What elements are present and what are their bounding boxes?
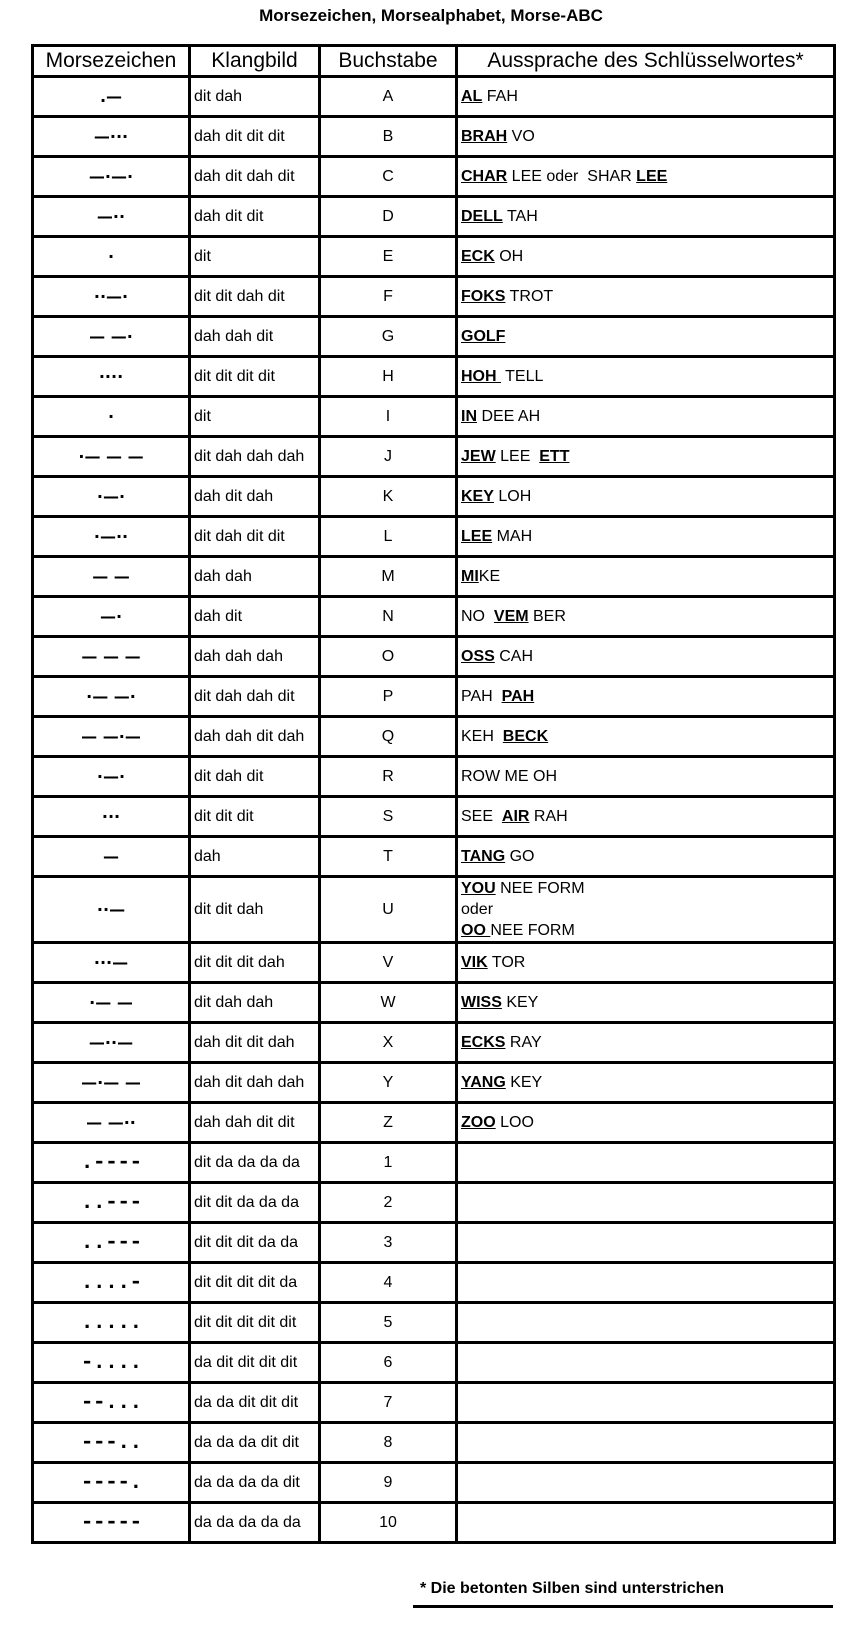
table-row [33, 1303, 835, 1343]
table-row [33, 1263, 835, 1303]
letter-cell: Z [320, 1103, 457, 1143]
stressed-syllable: YANG [461, 1074, 506, 1091]
pronunciation-cell [457, 317, 835, 357]
syllable-text: TROT [505, 288, 554, 305]
footnote: * Die betonten Silben sind unterstrichen [420, 1580, 725, 1597]
stressed-syllable: CHAR [461, 168, 508, 185]
sound-cell: dah dit dah dit [190, 157, 320, 197]
stressed-syllable: ECKS [461, 1034, 506, 1051]
letter-cell: B [320, 117, 457, 157]
stressed-syllable: DELL [461, 208, 503, 225]
syllable-text: CAH [494, 648, 534, 665]
table-row [33, 517, 835, 557]
stressed-syllable: OSS [461, 648, 495, 665]
table-row [33, 1143, 835, 1183]
morse-code-cell: ....- [33, 1263, 190, 1303]
table-header-row [33, 46, 835, 77]
pronunciation-cell [457, 877, 835, 943]
morse-code-cell: —·· [33, 197, 190, 237]
stressed-syllable: ECK [461, 248, 495, 265]
pronunciation-cell [457, 1383, 835, 1423]
table-row [33, 1503, 835, 1543]
sound-cell: dit dah [190, 77, 320, 117]
pronunciation-line [461, 1072, 833, 1093]
sound-cell: dit dah dah dah [190, 437, 320, 477]
pronunciation-cell [457, 943, 835, 983]
stressed-syllable: BECK [502, 728, 549, 745]
pronunciation-line [461, 992, 833, 1013]
pronunciation-cell [457, 717, 835, 757]
letter-cell: P [320, 677, 457, 717]
table-row [33, 1103, 835, 1143]
pronunciation-cell [457, 437, 835, 477]
sound-cell: dit dit dit da da [190, 1223, 320, 1263]
syllable-text: NEE FORM [490, 922, 575, 939]
sound-cell: dah dit dah dah [190, 1063, 320, 1103]
syllable-text: KEY [501, 994, 539, 1011]
stressed-syllable: OO [461, 922, 491, 939]
pronunciation-cell [457, 157, 835, 197]
morse-code-cell: ----- [33, 1503, 190, 1543]
sound-cell: da da da da dit [190, 1463, 320, 1503]
syllable-text: TAH [502, 208, 538, 225]
syllable-text: PAH [461, 688, 502, 705]
table-row [33, 943, 835, 983]
sound-cell: dah dit dit dit [190, 117, 320, 157]
morse-code-cell: ·— —· [33, 677, 190, 717]
table-row [33, 677, 835, 717]
pronunciation-cell [457, 1263, 835, 1303]
letter-cell: C [320, 157, 457, 197]
sound-cell: dah [190, 837, 320, 877]
pronunciation-line [461, 806, 833, 827]
pronunciation-line [461, 166, 833, 187]
letter-cell: 4 [320, 1263, 457, 1303]
letter-cell: V [320, 943, 457, 983]
syllable-text: DEE AH [477, 408, 541, 425]
morse-code-cell: —··· [33, 117, 190, 157]
letter-cell: 7 [320, 1383, 457, 1423]
morse-code-cell: ---.. [33, 1423, 190, 1463]
table-row [33, 237, 835, 277]
pronunciation-cell [457, 277, 835, 317]
header-aussprache: Aussprache des Schlüsselwortes* [457, 46, 835, 77]
table-row [33, 277, 835, 317]
pronunciation-line [461, 899, 833, 920]
letter-cell: Q [320, 717, 457, 757]
table-row [33, 1383, 835, 1423]
morse-code-cell: --... [33, 1383, 190, 1423]
letter-cell: 6 [320, 1343, 457, 1383]
syllable-text: TOR [487, 954, 526, 971]
stressed-syllable: WISS [461, 994, 502, 1011]
pronunciation-line [461, 920, 833, 941]
pronunciation-cell [457, 1143, 835, 1183]
sound-cell: da da da dit dit [190, 1423, 320, 1463]
stressed-syllable: LEE [461, 528, 493, 545]
stressed-syllable: KEY [461, 488, 494, 505]
morse-code-cell: —· [33, 597, 190, 637]
pronunciation-cell [457, 557, 835, 597]
syllable-text: VO [507, 128, 535, 145]
syllable-text: KEH [461, 728, 503, 745]
sound-cell: dah dah [190, 557, 320, 597]
letter-cell: 10 [320, 1503, 457, 1543]
sound-cell: dit dah dit [190, 757, 320, 797]
pronunciation-line [461, 486, 833, 507]
pronunciation-cell [457, 797, 835, 837]
pronunciation-cell [457, 1423, 835, 1463]
sound-cell: da da dit dit dit [190, 1383, 320, 1423]
letter-cell: U [320, 877, 457, 943]
morse-code-cell: ··— [33, 877, 190, 943]
pronunciation-cell [457, 757, 835, 797]
table-row [33, 357, 835, 397]
table-row [33, 117, 835, 157]
pronunciation-line [461, 952, 833, 973]
pronunciation-line [461, 86, 833, 107]
pronunciation-line [461, 846, 833, 867]
syllable-text: oder [461, 901, 494, 918]
stressed-syllable: AL [461, 88, 483, 105]
sound-cell: dah dah dit dit [190, 1103, 320, 1143]
pronunciation-cell [457, 1303, 835, 1343]
stressed-syllable: PAH [501, 688, 535, 705]
table-body [33, 77, 835, 1543]
stressed-syllable: ETT [539, 448, 570, 465]
morse-code-cell: ·—·· [33, 517, 190, 557]
morse-code-cell: ..--- [33, 1223, 190, 1263]
pronunciation-line [461, 646, 833, 667]
morse-code-cell: ·— — — [33, 437, 190, 477]
table-row [33, 197, 835, 237]
syllable-text: FAH [482, 88, 518, 105]
table-row [33, 637, 835, 677]
sound-cell: dit dit dah [190, 877, 320, 943]
morse-code-cell: -.... [33, 1343, 190, 1383]
morse-code-cell: — — — [33, 637, 190, 677]
pronunciation-line [461, 566, 833, 587]
table-row [33, 1063, 835, 1103]
syllable-text: LOO [495, 1114, 534, 1131]
morse-code-cell: .— [33, 77, 190, 117]
letter-cell: D [320, 197, 457, 237]
letter-cell: R [320, 757, 457, 797]
pronunciation-line [461, 606, 833, 627]
table-row [33, 1183, 835, 1223]
letter-cell: 2 [320, 1183, 457, 1223]
pronunciation-cell [457, 397, 835, 437]
sound-cell: dit dit dit dit da [190, 1263, 320, 1303]
letter-cell: T [320, 837, 457, 877]
stressed-syllable: AIR [501, 808, 530, 825]
sound-cell: dah dit [190, 597, 320, 637]
letter-cell: G [320, 317, 457, 357]
syllable-text: RAH [529, 808, 568, 825]
stressed-syllable: BRAH [461, 128, 508, 145]
letter-cell: W [320, 983, 457, 1023]
table-row [33, 1463, 835, 1503]
syllable-text: NO [461, 608, 494, 625]
pronunciation-cell [457, 117, 835, 157]
pronunciation-cell [457, 637, 835, 677]
table-row [33, 157, 835, 197]
pronunciation-cell [457, 357, 835, 397]
letter-cell: H [320, 357, 457, 397]
syllable-text: BER [528, 608, 566, 625]
table-row [33, 717, 835, 757]
morse-code-cell: ··—· [33, 277, 190, 317]
pronunciation-line [461, 878, 833, 899]
sound-cell: dit dah dit dit [190, 517, 320, 557]
sound-cell: dah dah dah [190, 637, 320, 677]
pronunciation-line [461, 406, 833, 427]
stressed-syllable: MI [461, 568, 479, 585]
footnote-divider [413, 1605, 833, 1608]
syllable-text: OH [494, 248, 524, 265]
pronunciation-cell [457, 1183, 835, 1223]
sound-cell: dit [190, 397, 320, 437]
syllable-text: KE [478, 568, 501, 585]
sound-cell: dah dit dah [190, 477, 320, 517]
sound-cell: da dit dit dit dit [190, 1343, 320, 1383]
morse-code-cell: ···· [33, 357, 190, 397]
morse-code-cell: ·—· [33, 757, 190, 797]
header-klangbild: Klangbild [190, 46, 320, 77]
stressed-syllable: JEW [461, 448, 496, 465]
table-row [33, 557, 835, 597]
morse-code-cell: — —· [33, 317, 190, 357]
pronunciation-line [461, 1112, 833, 1133]
table-row [33, 837, 835, 877]
letter-cell: F [320, 277, 457, 317]
stressed-syllable: YOU [461, 880, 496, 897]
syllable-text: TELL [501, 368, 544, 385]
table-row [33, 437, 835, 477]
stressed-syllable: FOKS [461, 288, 506, 305]
sound-cell: dah dah dit [190, 317, 320, 357]
sound-cell: dit [190, 237, 320, 277]
letter-cell: M [320, 557, 457, 597]
pronunciation-line [461, 326, 833, 347]
morse-code-cell: ..... [33, 1303, 190, 1343]
stressed-syllable: HOH [461, 368, 501, 385]
pronunciation-cell [457, 837, 835, 877]
syllable-text: MAH [492, 528, 533, 545]
morse-code-cell: —·— — [33, 1063, 190, 1103]
sound-cell: dit dit dit [190, 797, 320, 837]
letter-cell: L [320, 517, 457, 557]
stressed-syllable: ZOO [461, 1114, 496, 1131]
stressed-syllable: GOLF [461, 328, 506, 345]
sound-cell: dit dit dit dah [190, 943, 320, 983]
table-row [33, 797, 835, 837]
morse-table [31, 44, 836, 1544]
syllable-text: ROW ME OH [461, 768, 557, 785]
sound-cell: dah dit dit [190, 197, 320, 237]
header-morsezeichen: Morsezeichen [33, 46, 190, 77]
morse-code-cell: — [33, 837, 190, 877]
letter-cell: 9 [320, 1463, 457, 1503]
table-row [33, 397, 835, 437]
pronunciation-cell [457, 1223, 835, 1263]
sound-cell: dit da da da da [190, 1143, 320, 1183]
pronunciation-line [461, 686, 833, 707]
pronunciation-line [461, 446, 833, 467]
sound-cell: dah dah dit dah [190, 717, 320, 757]
letter-cell: N [320, 597, 457, 637]
sound-cell: dit dah dah dit [190, 677, 320, 717]
syllable-text: KEY [505, 1074, 543, 1091]
syllable-text: GO [505, 848, 535, 865]
syllable-text: SEE [461, 808, 502, 825]
pronunciation-cell [457, 1103, 835, 1143]
letter-cell: Y [320, 1063, 457, 1103]
pronunciation-line [461, 126, 833, 147]
stressed-syllable: TANG [461, 848, 506, 865]
pronunciation-line [461, 286, 833, 307]
table-row [33, 477, 835, 517]
morse-code-cell: ··· [33, 797, 190, 837]
letter-cell: J [320, 437, 457, 477]
syllable-text: LOH [493, 488, 532, 505]
sound-cell: dit dit dit dit dit [190, 1303, 320, 1343]
morse-code-cell: —··— [33, 1023, 190, 1063]
morse-code-cell: ----. [33, 1463, 190, 1503]
pronunciation-line [461, 766, 833, 787]
letter-cell: A [320, 77, 457, 117]
letter-cell: E [320, 237, 457, 277]
table-row [33, 317, 835, 357]
table-row [33, 77, 835, 117]
pronunciation-cell [457, 677, 835, 717]
pronunciation-cell [457, 197, 835, 237]
table-row [33, 1423, 835, 1463]
letter-cell: 3 [320, 1223, 457, 1263]
morse-code-cell: — — [33, 557, 190, 597]
letter-cell: K [320, 477, 457, 517]
stressed-syllable: VIK [461, 954, 488, 971]
pronunciation-cell [457, 477, 835, 517]
table-row [33, 983, 835, 1023]
pronunciation-cell [457, 1023, 835, 1063]
morse-code-cell: —·—· [33, 157, 190, 197]
header-buchstabe: Buchstabe [320, 46, 457, 77]
morse-code-cell: ..--- [33, 1183, 190, 1223]
sound-cell: dah dit dit dah [190, 1023, 320, 1063]
morse-code-cell: ···— [33, 943, 190, 983]
pronunciation-cell [457, 597, 835, 637]
table-row [33, 757, 835, 797]
sound-cell: dit dit dit dit [190, 357, 320, 397]
pronunciation-cell [457, 77, 835, 117]
pronunciation-line [461, 246, 833, 267]
pronunciation-line [461, 366, 833, 387]
table-row [33, 877, 835, 943]
pronunciation-cell [457, 237, 835, 277]
table-row [33, 1343, 835, 1383]
pronunciation-cell [457, 1503, 835, 1543]
pronunciation-line [461, 726, 833, 747]
table-row [33, 597, 835, 637]
page-title: Morsezeichen, Morsealphabet, Morse-ABC [259, 6, 603, 25]
pronunciation-line [461, 1032, 833, 1053]
morse-code-cell: ·—· [33, 477, 190, 517]
letter-cell: I [320, 397, 457, 437]
morse-code-cell: .---- [33, 1143, 190, 1183]
stressed-syllable: VEM [493, 608, 529, 625]
morse-code-cell: · [33, 397, 190, 437]
sound-cell: dit dit dah dit [190, 277, 320, 317]
morse-code-cell: — —·· [33, 1103, 190, 1143]
sound-cell: da da da da da [190, 1503, 320, 1543]
letter-cell: O [320, 637, 457, 677]
sound-cell: dit dah dah [190, 983, 320, 1023]
sound-cell: dit dit da da da [190, 1183, 320, 1223]
table-row [33, 1223, 835, 1263]
morse-code-cell: ·— — [33, 983, 190, 1023]
syllable-text: RAY [505, 1034, 542, 1051]
letter-cell: S [320, 797, 457, 837]
stressed-syllable: IN [461, 408, 477, 425]
pronunciation-cell [457, 1463, 835, 1503]
pronunciation-line [461, 206, 833, 227]
pronunciation-line [461, 526, 833, 547]
syllable-text: LEE [495, 448, 540, 465]
stressed-syllable: LEE [636, 168, 668, 185]
syllable-text: LEE oder SHAR [507, 168, 637, 185]
letter-cell: X [320, 1023, 457, 1063]
morse-code-cell: · [33, 237, 190, 277]
letter-cell: 5 [320, 1303, 457, 1343]
table-row [33, 1023, 835, 1063]
pronunciation-cell [457, 983, 835, 1023]
syllable-text: NEE FORM [495, 880, 585, 897]
letter-cell: 8 [320, 1423, 457, 1463]
morse-code-cell: — —·— [33, 717, 190, 757]
letter-cell: 1 [320, 1143, 457, 1183]
pronunciation-cell [457, 517, 835, 557]
pronunciation-cell [457, 1343, 835, 1383]
pronunciation-cell [457, 1063, 835, 1103]
